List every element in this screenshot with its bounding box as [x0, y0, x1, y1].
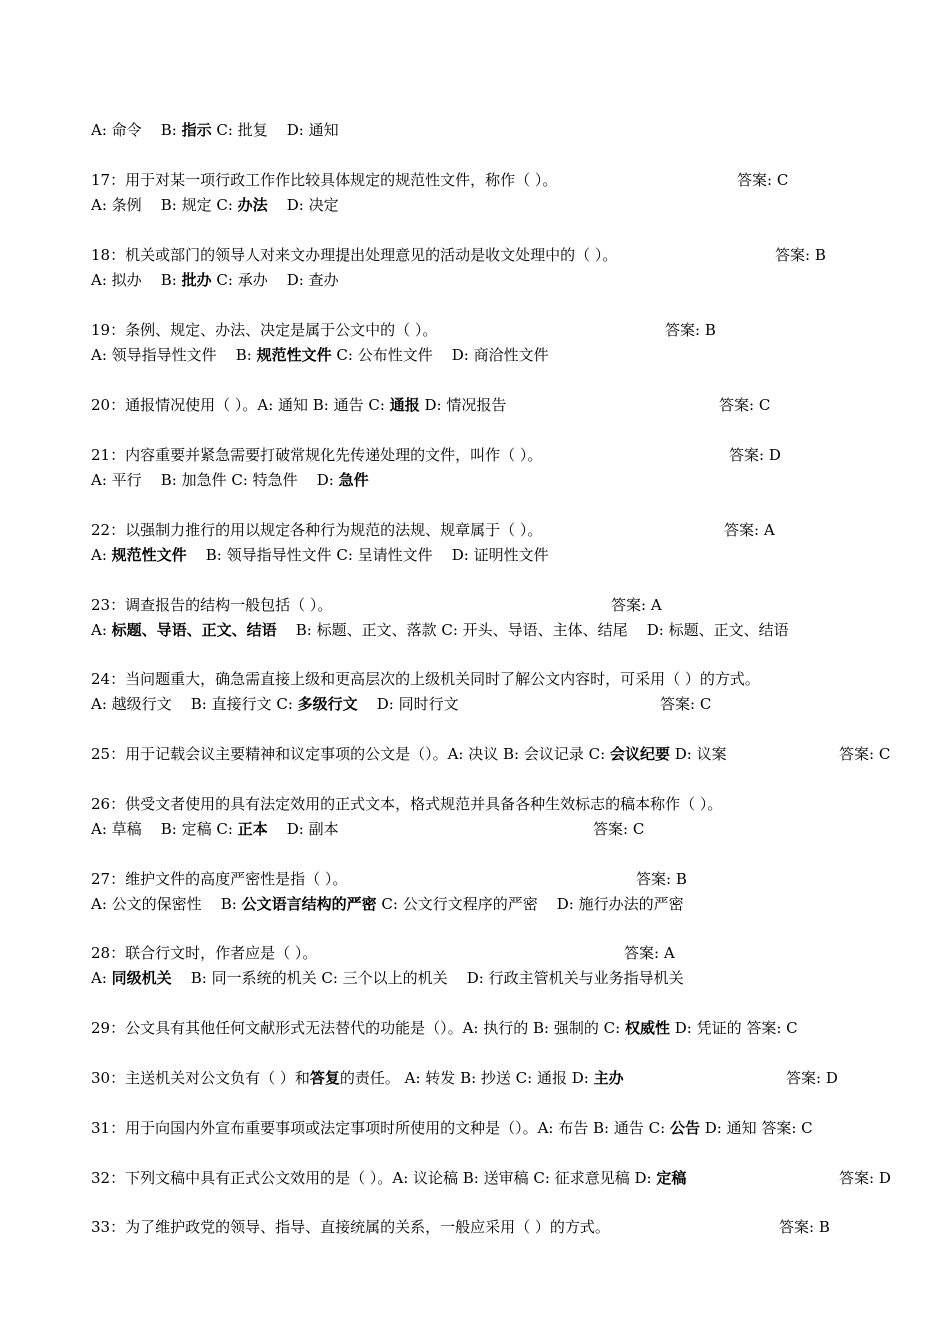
q23-options	[91, 620, 789, 640]
option-b: B:	[220, 895, 242, 913]
option-c: C: 公布性文件	[331, 346, 438, 364]
q25-text-tail: D: 议案	[669, 745, 727, 763]
option-a: A: 公文的保密性	[91, 895, 207, 913]
q32-text: 32：下列文稿中具有正式公文效用的是（ ）。A: 议论稿 B: 送审稿 C: 征求意见稿 D:	[91, 1169, 657, 1187]
q26-options	[91, 819, 339, 839]
option-d-answer: 急件	[338, 471, 369, 489]
option-a: A: 领导指导性文件	[91, 346, 222, 364]
q32-question	[91, 1168, 686, 1188]
option-bc: B: 加急件 C: 特急件	[160, 471, 303, 489]
option-d: D: 商洽性文件	[451, 346, 549, 364]
q29-text: 29：公文具有其他任何文献形式无法替代的功能是（）。A: 执行的 B: 强制的 C:	[91, 1019, 625, 1037]
option-a-answer: 规范性文件	[111, 546, 187, 564]
option-bc: B: 领导指导性文件 C: 呈请性文件	[205, 546, 438, 564]
q30-bold-word: 答复	[309, 1069, 340, 1087]
q30-text-tail: 的责任。 A: 转发 B: 抄送 C: 通报 D:	[339, 1069, 594, 1087]
q21-question: 21：内容重要并紧急需要打破常规化先传递处理的文件，叫作（ ）。	[91, 446, 543, 464]
option-a: A: 拟办	[91, 271, 147, 289]
option-b: B:	[235, 346, 257, 364]
q24-question: 24：当问题重大，确急需直接上级和更高层次的上级机关同时了解公文内容时，可采用（ ）的方式。	[91, 670, 760, 688]
q33-question: 33：为了维护政党的领导、指导、直接统属的关系，一般应采用（ ）的方式。	[91, 1218, 610, 1236]
q30-answer: 答案: D	[786, 1069, 838, 1087]
option-c: C: 批复	[211, 121, 273, 139]
q30-question	[91, 1068, 624, 1088]
q29-bold-answer: 权威性	[624, 1019, 670, 1037]
option-d: D: 行政主管机关与业务指导机关	[466, 969, 684, 987]
q30-bold-answer: 主办	[593, 1069, 624, 1087]
q33-answer: 答案: B	[779, 1218, 830, 1236]
option-a: A:	[91, 621, 112, 639]
q18-options	[91, 270, 339, 290]
q28-question: 28：联合行文时，作者应是（ ）。	[91, 944, 318, 962]
option-b: B:	[160, 271, 182, 289]
q21-options	[91, 470, 369, 490]
q29-question	[91, 1018, 798, 1038]
option-bc: B: 同一系统的机关 C: 三个以上的机关	[190, 969, 453, 987]
option-d: D: 标题、正文、结语	[646, 621, 789, 639]
option-a: A:	[91, 969, 112, 987]
option-c-answer: 正本	[237, 820, 268, 838]
q32-bold-answer: 定稿	[656, 1169, 687, 1187]
option-d: D: 副本	[286, 820, 339, 838]
q25-bold-answer: 会议纪要	[609, 745, 670, 763]
q24-options	[91, 694, 459, 714]
option-a: A:	[91, 546, 112, 564]
q18-question: 18：机关或部门的领导人对来文办理提出处理意见的活动是收文处理中的（ ）。	[91, 246, 618, 264]
q25-answer: 答案: C	[839, 745, 891, 763]
option-d: D:	[316, 471, 339, 489]
q27-options	[91, 894, 684, 914]
q22-question: 22：以强制力推行的用以规定各种行为规范的法规、规章属于（ ）。	[91, 521, 543, 539]
q20-answer: 答案: C	[719, 396, 771, 414]
option-a: A: 命令	[91, 121, 147, 139]
option-d: D: 决定	[286, 196, 339, 214]
option-a: A: 平行	[91, 471, 147, 489]
option-d: D: 通知	[286, 121, 339, 139]
q20-bold-answer: 通报	[389, 396, 420, 414]
q19-question: 19：条例、规定、办法、决定是属于公文中的（ ）。	[91, 321, 438, 339]
option-a: A: 条例	[91, 196, 147, 214]
q22-options	[91, 545, 549, 565]
q17-question: 17：用于对某一项行政工作作比较具体规定的规范性文件，称作（ ）。	[91, 171, 558, 189]
q27-answer: 答案: B	[636, 870, 687, 888]
q28-options	[91, 968, 684, 988]
q25-question	[91, 744, 727, 764]
q17-answer: 答案: C	[737, 171, 789, 189]
option-b-answer: 公文语言结构的严密	[241, 895, 377, 913]
q31-answer: 答案: C	[761, 1119, 813, 1137]
q31-bold-answer: 公告	[669, 1119, 700, 1137]
option-a-answer: 标题、导语、正文、结语	[111, 621, 277, 639]
option-bc: B: 定稿 C:	[160, 820, 238, 838]
q19-answer: 答案: B	[665, 321, 716, 339]
option-b-answer: 规范性文件	[256, 346, 332, 364]
option-c: C: 公文行文程序的严密	[376, 895, 543, 913]
q20-text-tail: D: 情况报告	[419, 396, 507, 414]
q19-options	[91, 345, 549, 365]
option-d: D: 查办	[286, 271, 339, 289]
option-bc: B: 规定 C:	[160, 196, 238, 214]
q26-question: 26：供受文者使用的具有法定效用的正式文本，格式规范并具备各种生效标志的稿本称作（ ）。	[91, 795, 723, 813]
q27-question: 27：维护文件的高度严密性是指（ ）。	[91, 870, 348, 888]
q29-answer: 答案: C	[746, 1019, 798, 1037]
option-c-answer: 办法	[237, 196, 268, 214]
option-c-answer: 多级行文	[297, 695, 358, 713]
option-d: D: 证明性文件	[451, 546, 549, 564]
option-a: A: 草稿	[91, 820, 147, 838]
option-d: D: 施行办法的严密	[556, 895, 684, 913]
q23-answer: 答案: A	[611, 596, 662, 614]
option-bc: B: 直接行文 C:	[190, 695, 298, 713]
option-a: A: 越级行文	[91, 695, 177, 713]
q18-answer: 答案: B	[775, 246, 826, 264]
q30-text: 30：主送机关对公文负有（ ）和	[91, 1069, 310, 1087]
q29-text-tail: D: 凭证的	[669, 1019, 742, 1037]
q32-answer: 答案: D	[839, 1169, 891, 1187]
option-b: B:	[160, 121, 182, 139]
q21-answer: 答案: D	[729, 446, 781, 464]
q26-answer: 答案: C	[593, 820, 645, 838]
q23-question: 23：调查报告的结构一般包括（ ）。	[91, 596, 333, 614]
option-bc: B: 标题、正文、落款 C: 开头、导语、主体、结尾	[295, 621, 633, 639]
option-b-answer: 批办	[181, 271, 212, 289]
q31-text: 31：用于向国内外宣布重要事项或法定事项时所使用的文种是（）。A: 布告 B: 通告 C:	[91, 1119, 670, 1137]
q28-answer: 答案: A	[624, 944, 675, 962]
q20-question	[91, 395, 506, 415]
q24-answer: 答案: C	[660, 695, 712, 713]
q31-question	[91, 1118, 813, 1138]
q31-text-tail: D: 通知	[699, 1119, 757, 1137]
q16-options	[91, 120, 339, 140]
option-c: C: 承办	[211, 271, 273, 289]
q25-text: 25：用于记载会议主要精神和议定事项的公文是（）。A: 决议 B: 会议记录 C:	[91, 745, 610, 763]
option-d: D: 同时行文	[376, 695, 459, 713]
option-b-answer: 指示	[181, 121, 212, 139]
q17-options	[91, 195, 339, 215]
option-a-answer: 同级机关	[111, 969, 172, 987]
q20-text: 20：通报情况使用（ ）。A: 通知 B: 通告 C:	[91, 396, 390, 414]
q22-answer: 答案: A	[724, 521, 775, 539]
